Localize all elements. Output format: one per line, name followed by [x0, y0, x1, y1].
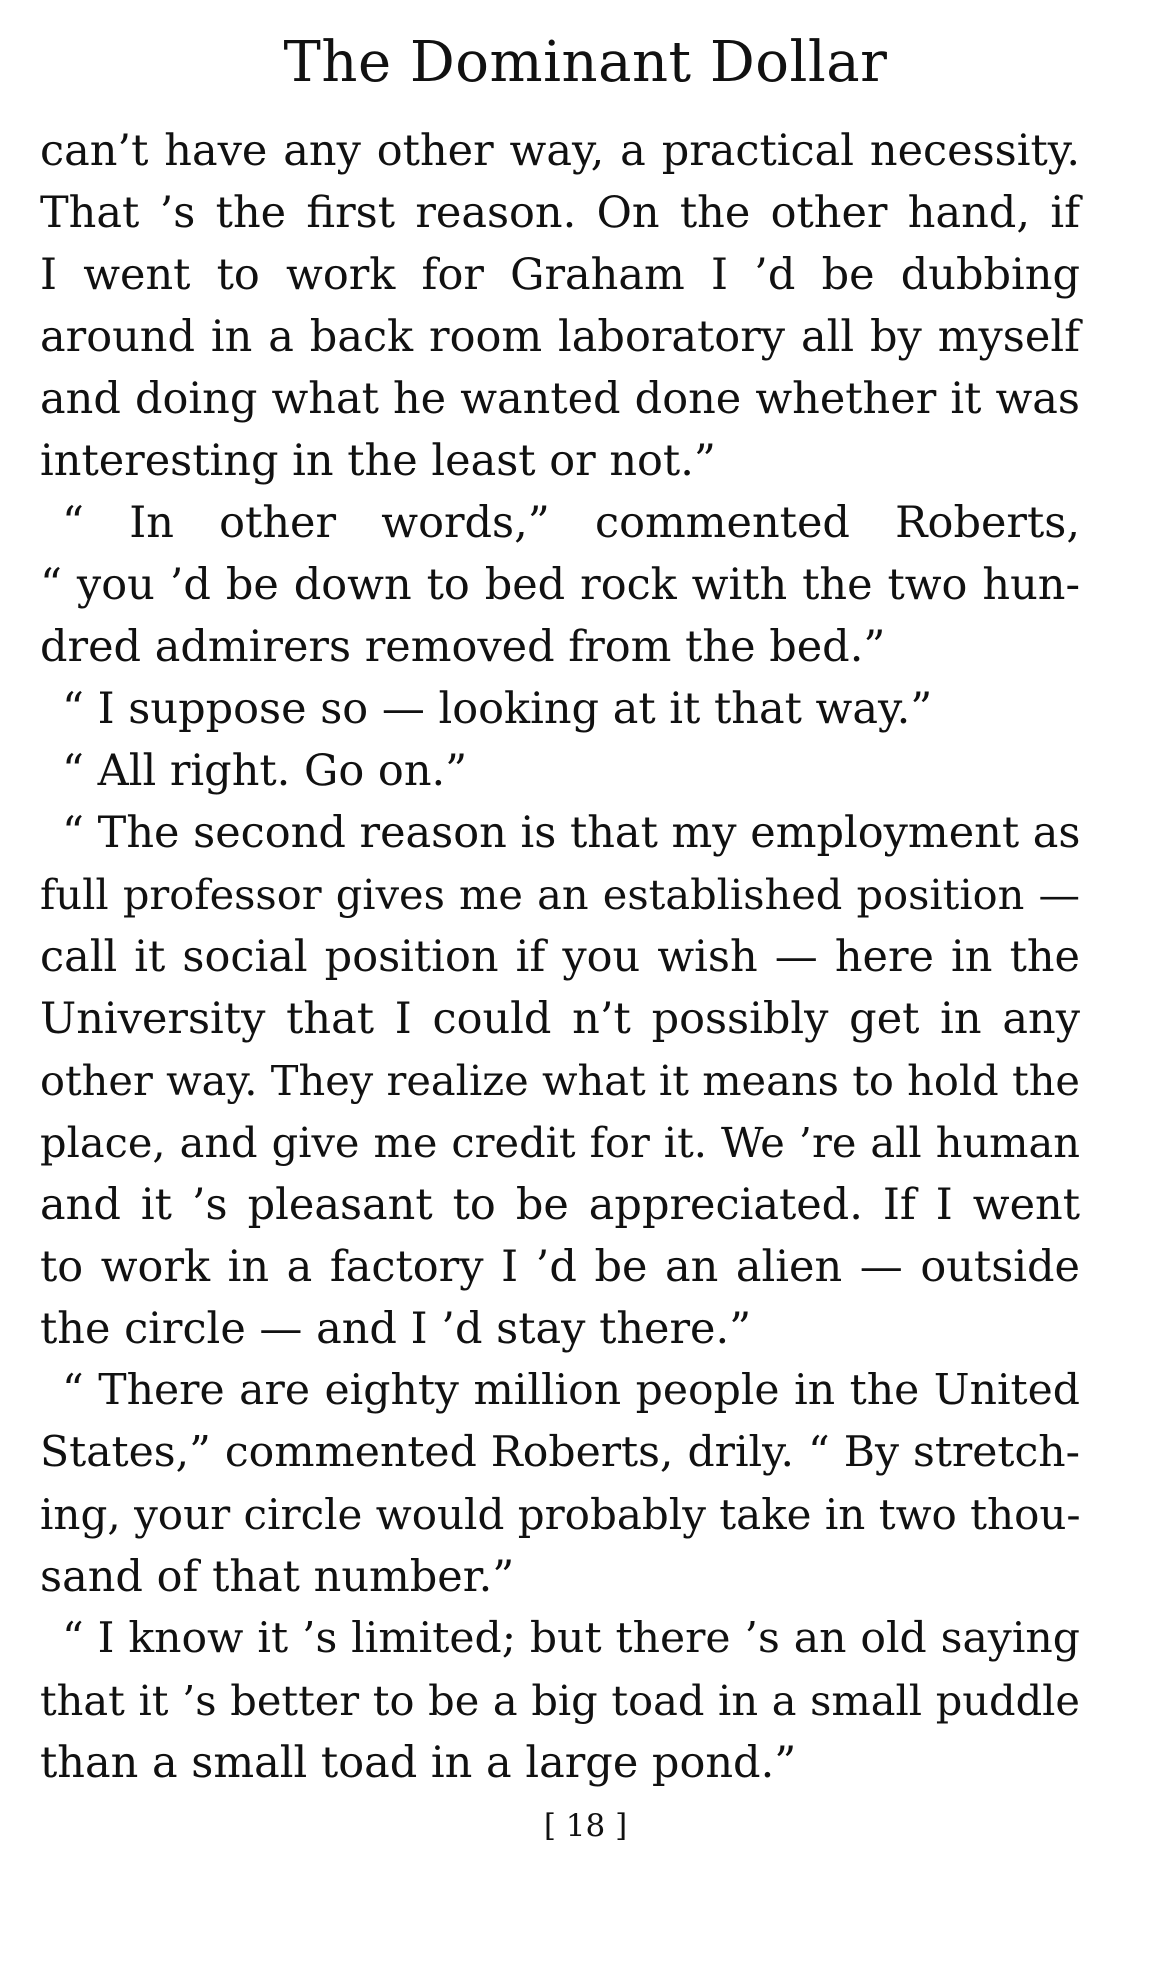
text-line: “ I suppose so — looking at it that way.”: [62, 684, 933, 734]
text-line: “ The second reason is that my employment as: [62, 808, 1081, 858]
text-line: “ you ’d be down to bed rock with the two hun-: [40, 560, 1080, 610]
text-line: other way. They realize what it means to hold the: [40, 1056, 1080, 1105]
text-line: to work in a factory I ’d be an alien — outside: [40, 1242, 1080, 1292]
text-line: call it social position if you wish — here in the: [40, 932, 1080, 982]
text-line: That ’s the first reason. On the other hand, if: [40, 188, 1080, 238]
text-line: I went to work for Graham I ’d be dubbing: [40, 250, 1080, 300]
text-line: than a small toad in a large pond.”: [40, 1738, 797, 1788]
text-line: States,” commented Roberts, drily. “ By stretch-: [40, 1428, 1080, 1477]
text-line: and doing what he wanted done whether it was: [40, 374, 1080, 424]
text-line: full professor gives me an established position —: [40, 870, 1080, 919]
text-line: “ In other words,” commented Roberts,: [62, 498, 1080, 548]
text-line: and it ’s pleasant to be appreciated. If I went: [40, 1180, 1080, 1230]
text-line: dred admirers removed from the bed.”: [40, 622, 886, 672]
text-line: “ I know it ’s limited; but there ’s an old saying: [62, 1614, 1080, 1663]
text-line: around in a back room laboratory all by myself: [40, 312, 1080, 362]
text-line: interesting in the least or not.”: [40, 436, 716, 486]
text-line: the circle — and I ’d stay there.”: [40, 1304, 752, 1354]
page-number: [ 18 ]: [543, 1808, 628, 1844]
body-text: [40, 120, 1080, 1794]
text-line: ing, your circle would probably take in two thou-: [40, 1490, 1081, 1539]
text-line: “ There are eighty million people in the United: [62, 1366, 1080, 1415]
text-line: place, and give me credit for it. We ’re all human: [40, 1118, 1080, 1167]
text-line: sand of that number.”: [40, 1552, 515, 1602]
text-line: “ All right. Go on.”: [62, 746, 468, 796]
text-line: that it ’s better to be a big toad in a small puddle: [40, 1676, 1080, 1725]
running-head-title: The Dominant Dollar: [283, 30, 888, 95]
text-line: can’t have any other way, a practical necessity.: [40, 126, 1080, 176]
text-line: University that I could n’t possibly get in any: [40, 994, 1080, 1044]
